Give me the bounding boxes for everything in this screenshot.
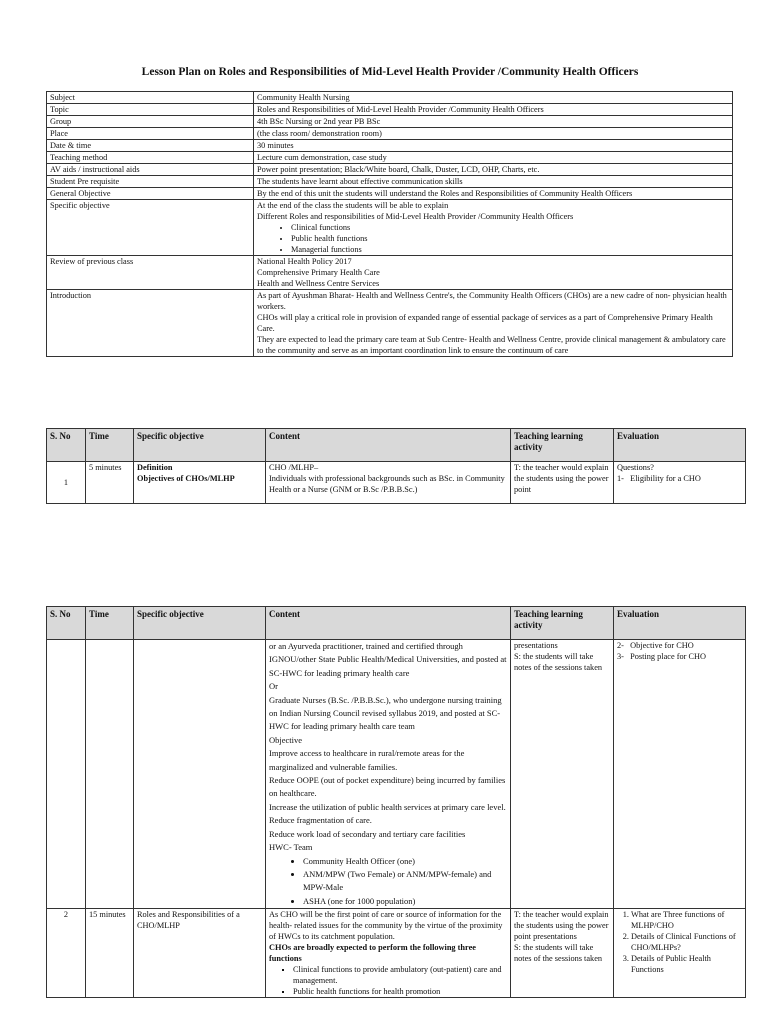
info-row-review (47, 256, 733, 290)
info-key: Introduction (47, 290, 254, 357)
header-objective: Specific objective (134, 607, 266, 640)
activity-line: S: the students will take notes of the sessions taken (514, 943, 603, 964)
info-row (47, 116, 733, 128)
info-key: Teaching method (47, 152, 254, 164)
content-line: CHO /MLHP– (269, 463, 319, 472)
info-key: Date & time (47, 140, 254, 152)
objective-bold: Definition (137, 463, 173, 472)
header-activity: Teaching learning activity (511, 607, 614, 640)
list-item: • Public health functions (291, 233, 729, 244)
list-item: ▪ Clinical functions to provide ambulatory (out-patient) care and management. (293, 964, 507, 986)
row-evaluation (614, 909, 746, 998)
lesson-header-row (47, 607, 746, 640)
evaluation-item: 3- Posting place for CHO (617, 652, 706, 661)
activity-line: presentations (514, 641, 558, 650)
info-key: Place (47, 128, 254, 140)
content-line: Increase the utilization of public health services at primary care level. (269, 801, 506, 812)
info-key: Student Pre requisite (47, 176, 254, 188)
row-evaluation (614, 640, 746, 909)
row-time: 15 minutes (86, 909, 134, 998)
content-bold: CHOs are broadly expected to perform the following three functions (269, 943, 476, 964)
info-value: Power point presentation; Black/White board, Chalk, Duster, LCD, OHP, Charts, etc. (254, 164, 733, 176)
objective-bold: Objectives of CHOs/MLHP (137, 474, 235, 483)
row-activity (511, 640, 614, 909)
info-row (47, 140, 733, 152)
evaluation-list (617, 909, 742, 975)
content-line: Reduce work load of secondary and tertiary care facilities (269, 828, 466, 839)
info-key: Topic (47, 104, 254, 116)
table-row (47, 462, 746, 504)
list-item: ▪ Public health functions for health promotion (293, 986, 507, 997)
table-row (47, 640, 746, 909)
row-sno: 2 (47, 909, 86, 998)
header-content: Content (266, 429, 511, 462)
info-value: Lecture cum demonstration, case study (254, 152, 733, 164)
content-line: Or (269, 681, 278, 692)
info-value: Roles and Responsibilities of Mid-Level Health Provider /Community Health Officers (254, 104, 733, 116)
review-line: Comprehensive Primary Health Care (257, 268, 380, 277)
row-time: 5 minutes (86, 462, 134, 504)
list-item: 1. What are Three functions of MLHP/CHO (631, 909, 742, 931)
header-time: Time (86, 607, 134, 640)
list-item: 2. Details of Clinical Functions of CHO/MLHPs? (631, 931, 742, 953)
row-sno: 1 (47, 462, 86, 504)
intro-paragraph: They are expected to lead the primary care team at Sub Centre- Health and Wellness Centre, provide clinical management & ambulatory care to the community and serve as an important coordination link to ensure the continuum of care (257, 335, 726, 355)
header-evaluation: Evaluation (614, 429, 746, 462)
info-row (47, 176, 733, 188)
row-evaluation (614, 462, 746, 504)
header-sno: S. No (47, 607, 86, 640)
header-sno: S. No (47, 429, 86, 462)
info-key: Subject (47, 92, 254, 104)
info-key: Specific objective (47, 200, 254, 256)
info-row-introduction (47, 290, 733, 357)
list-item: • Community Health Officer (one) (303, 855, 507, 868)
info-value (254, 256, 733, 290)
table-row (47, 909, 746, 998)
info-value: Community Health Nursing (254, 92, 733, 104)
row-objective (134, 640, 266, 909)
info-key: AV aids / instructional aids (47, 164, 254, 176)
objective-line: Different Roles and responsibilities of Mid-Level Health Provider /Community Health Officers (257, 212, 574, 221)
info-row (47, 128, 733, 140)
row-content (266, 909, 511, 998)
lesson-header-row (47, 429, 746, 462)
lesson-info-table (46, 91, 733, 357)
info-value: By the end of this unit the students will understand the Roles and Responsibilities of Community Health Officers (254, 188, 733, 200)
activity-line: S: the students will take notes of the sessions taken (514, 652, 603, 672)
info-value: The students have learnt about effective communication skills (254, 176, 733, 188)
content-line: As CHO will be the first point of care or source of information for the health- related issues for the community by the virtue of the proximity of HWCs to its catchment population. (269, 910, 503, 942)
row-activity: T: the teacher would explain the students using the power point (511, 462, 614, 504)
team-list (269, 855, 507, 909)
review-line: Health and Wellness Centre Services (257, 279, 380, 288)
functions-list (269, 964, 507, 997)
evaluation-item: 2- Objective for CHO (617, 641, 694, 650)
content-line: or an Ayurveda practitioner, trained and certified through IGNOU/other State Public Health/Medical Universities, and posted at SC-HWC for leading primary health care (269, 641, 507, 678)
info-value (254, 290, 733, 357)
header-activity: Teaching learning activity (511, 429, 614, 462)
row-time (86, 640, 134, 909)
objective-line: At the end of the class the students will be able to explain (257, 201, 449, 210)
info-value (254, 200, 733, 256)
objective-list (257, 222, 729, 255)
content-line: Improve access to healthcare in rural/remote areas for the marginalized and vulnerable families. (269, 748, 465, 772)
info-row (47, 152, 733, 164)
list-item: • Clinical functions (291, 222, 729, 233)
lesson-table-continued (46, 606, 746, 998)
content-line: Reduce OOPE (out of pocket expenditure) being incurred by families on healthcare. (269, 775, 506, 799)
intro-paragraph: CHOs will play a critical role in provision of expanded range of essential package of services as a part of Comprehensive Primary Health Care. (257, 313, 713, 333)
info-value: (the class room/ demonstration room) (254, 128, 733, 140)
row-activity (511, 909, 614, 998)
row-objective (134, 462, 266, 504)
info-row (47, 92, 733, 104)
evaluation-title: Questions? (617, 463, 654, 472)
info-row (47, 164, 733, 176)
info-key: General Objective (47, 188, 254, 200)
header-evaluation: Evaluation (614, 607, 746, 640)
list-item: • Managerial functions (291, 244, 729, 255)
info-row (47, 104, 733, 116)
info-row (47, 188, 733, 200)
row-objective: Roles and Responsibilities of a CHO/MLHP (134, 909, 266, 998)
content-line: Reduce fragmentation of care. (269, 815, 372, 826)
header-time: Time (86, 429, 134, 462)
activity-line: T: the teacher would explain the students using the power point presentations (514, 910, 609, 942)
info-row-specific-objective (47, 200, 733, 256)
row-content (266, 640, 511, 909)
lesson-table (46, 428, 746, 504)
content-line: Individuals with professional backgrounds such as BSc. in Community Health or a Nurse (GNM or B.Sc /P.B.B.Sc.) (269, 474, 505, 494)
header-objective: Specific objective (134, 429, 266, 462)
review-line: National Health Policy 2017 (257, 257, 352, 266)
info-value: 30 minutes (254, 140, 733, 152)
header-content: Content (266, 607, 511, 640)
content-line: Objective (269, 734, 303, 745)
page-title: Lesson Plan on Roles and Responsibilities of Mid-Level Health Provider /Community Health Officers (141, 66, 639, 78)
info-value: 4th BSc Nursing or 2nd year PB BSc (254, 116, 733, 128)
evaluation-item: 1- Eligibility for a CHO (617, 474, 701, 483)
row-content (266, 462, 511, 504)
info-key: Group (47, 116, 254, 128)
row-sno (47, 640, 86, 909)
info-key: Review of previous class (47, 256, 254, 290)
list-item: • ANM/MPW (Two Female) or ANM/MPW-female) and MPW-Male (303, 868, 507, 895)
list-item: 3. Details of Public Health Functions (631, 953, 742, 975)
intro-paragraph: As part of Ayushman Bharat- Health and Wellness Centre's, the Community Health Officers (CHOs) are a new cadre of non- physician health workers. (257, 291, 727, 311)
list-item: • ASHA (one for 1000 population) (303, 895, 507, 908)
content-line: HWC- Team (269, 842, 313, 853)
content-line: Graduate Nurses (B.Sc. /P.B.B.Sc.), who undergone nursing training on Indian Nursing Council revised syllabus 2019, and posted at SC-HWC for leading primary health care team (269, 694, 502, 732)
